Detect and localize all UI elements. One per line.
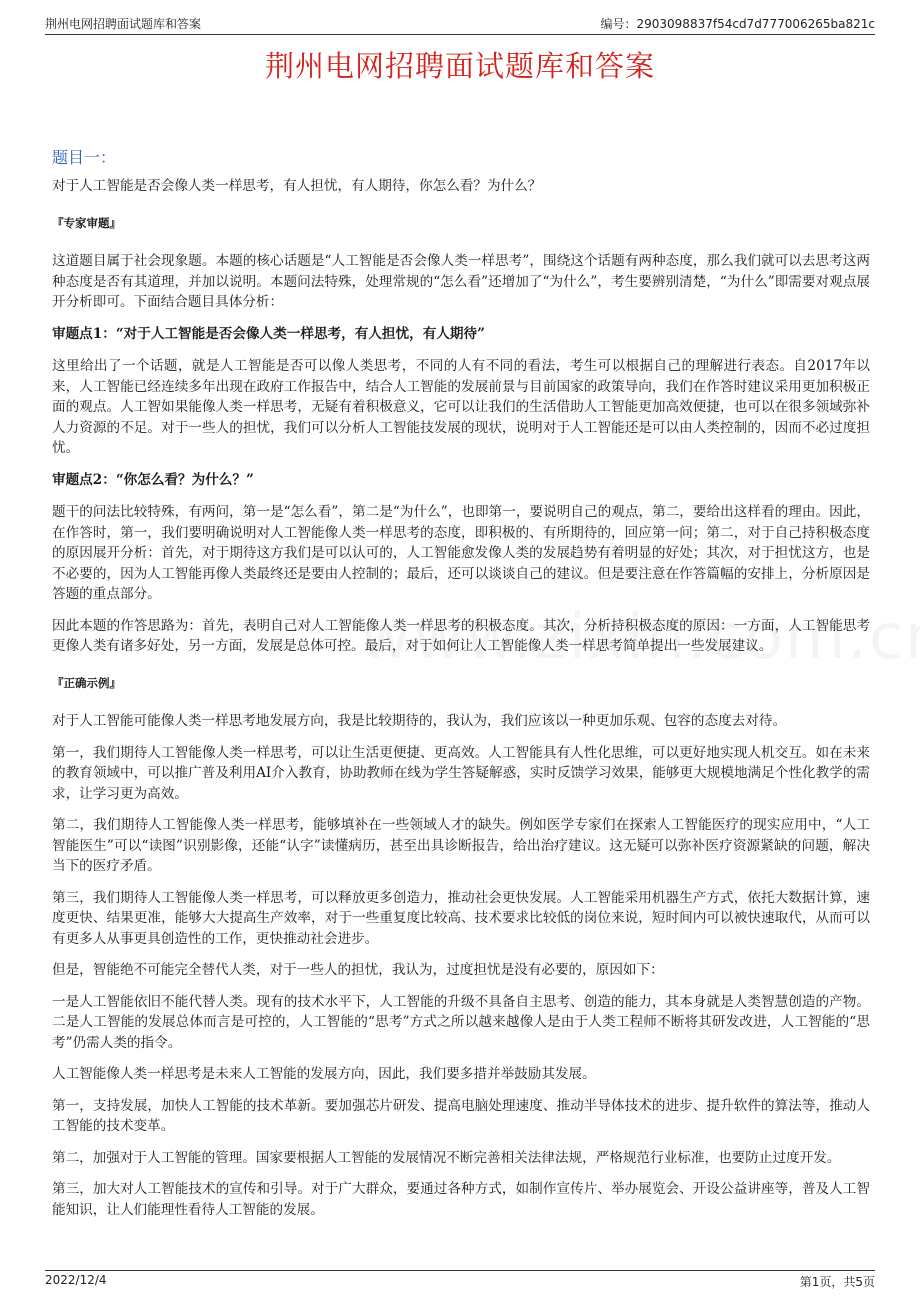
example-point-3: 第三，我们期待人工智能像人类一样思考，可以释放更多创造力，推动社会更快发展。人工智能采用机器生产方式，依托大数据计算，速度更快、结果更准，能够大大提高生产效率，对于一些重复度比较高、技术要求比较低的岗位来说，短时间内可以被快速取代，从而可以有更多人从事更具创造性的工作，更快推动社会进步。 [52, 889, 870, 947]
review-point-2-body: 题干的问法比较特殊，有两问，第一是“怎么看”，第二是“为什么”，也即第一，要说明自己的观点，第二，要给出这样看的理由。因此，在作答时，第一，我们要明确说明对人工智能像人类一样思考的态度，即积极的、有所期待的，回应第一问；第二，对于自己持积极态度的原因展开分析：首先，对于期待这方我们是可以认可的，人工智能愈发像人类的发展趋势有着明显的好处；其次，对于担忧这方，也是不必要的，因为人工智能再像人类最终还是要由人控制的；最后，还可以谈谈自己的建议。但是要注意在作答篇幅的安排上，分析原因是答题的重点部分。 [52, 504, 870, 602]
header-serial: 编号：2903098837f54cd7d777006265ba821c [600, 17, 875, 31]
page-header [45, 14, 875, 35]
review-point-2-title: 审题点2：“你怎么看？为什么？” [52, 471, 254, 488]
example-intro: 对于人工智能可能像人类一样思考地发展方向，我是比较期待的，我认为，我们应该以一种更加乐观、包容的态度去对待。 [52, 713, 787, 729]
page-footer [45, 1270, 875, 1291]
question-text: 对于人工智能是否会像人类一样思考，有人担忧，有人期待，你怎么看？为什么？ [52, 178, 542, 194]
example-future: 人工智能像人类一样思考是未来人工智能的发展方向，因此，我们要多措并举鼓励其发展。 [52, 1066, 596, 1082]
suggestion-2: 第二，加强对于人工智能的管理。国家要根据人工智能的发展情况不断完善相关法律法规，严格规范行业标准，也要防止过度开发。 [52, 1149, 841, 1166]
example-reasons: 一是人工智能依旧不能代替人类。现有的技术水平下，人工智能的升级不具备自主思考、创造的能力，其本身就是人类智慧创造的产物。二是人工智能的发展总体而言是可控的，人工智能的“思考”方式之所以越来越像人是由于人类工程师不断将其研发改进，人工智能的“思考”仍需人类的指令。 [52, 993, 870, 1051]
expert-intro-paragraph: 这道题目属于社会现象题。本题的核心话题是“人工智能是否会像人类一样思考”，围绕这个话题有两种态度，那么我们就可以去思考这两种态度是否有其道理，并加以说明。本题问法特殊，处理常规的“怎么看”还增加了“为什么”，考生要辨别清楚，“为什么”即需要对观点展开分析即可。下面结合题目具体分析： [52, 253, 870, 310]
review-point-1-body: 这里给出了一个话题，就是人工智能是否可以像人类思考，不同的人有不同的看法，考生可以根据自己的理解进行表态。自2017年以来，人工智能已经连续多年出现在政府工作报告中，结合人工智能的发展前景与目前国家的政策导向，我们在作答时建议采用更加积极正面的观点。人工智如果能像人类一样思考，无疑有着积极意义，它可以让我们的生活借助人工智能更加高效便捷，也可以在很多领域弥补人力资源的不足。对于一些人的担忧，我们可以分析人工智能技发展的现状，说明对于人工智能还是可以由人类控制的，因而不必过度担忧。 [52, 358, 870, 456]
example-point-2: 第二，我们期待人工智能像人类一样思考，能够填补在一些领域人才的缺失。例如医学专家们在探索人工智能医疗的现实应用中，“人工智能医生”可以“读图”识别影像，还能“认字”读懂病历，甚至出具诊断报告，给出治疗建议。这无疑可以弥补医疗资源紧缺的问题，解决当下的医疗矛盾。 [52, 817, 870, 874]
question-heading: 题目一： [52, 148, 117, 167]
document-body [52, 176, 870, 1231]
suggestion-1: 第一，支持发展，加快人工智能的技术革新。要加强芯片研发、提高电脑处理速度、推动半导体技术的进步、提升软件的算法等，推动人工智能的技术变革。 [52, 1097, 870, 1134]
correct-example-tag: 『正确示例』 [52, 675, 121, 690]
document-title: 荆州电网招聘面试题库和答案 [264, 49, 655, 83]
footer-date: 2022/12/4 [45, 1273, 107, 1287]
answer-approach-paragraph: 因此本题的作答思路为：首先，表明自己对人工智能像人类一样思考的积极态度。其次，分析持积极态度的原因：一方面，人工智能思考更像人类有诸多好处，另一方面，发展是总体可控。最后，对于如何让人工智能像人类一样思考简单提出一些发展建议。 [52, 617, 870, 654]
example-point-1: 第一，我们期待人工智能像人类一样思考，可以让生活更便捷、更高效。人工智能具有人性化思维，可以更好地实现人机交互。如在未来的教育领域中，可以推广普及利用AI介入教育，协助教师在线为学生答疑解惑，实时反馈学习效果，能够更大规模地满足个性化教学的需求，让学习更为高效。 [52, 744, 870, 802]
example-however: 但是，智能绝不可能完全替代人类，对于一些人的担忧，我认为，过度担忧是没有必要的，原因如下： [52, 962, 664, 978]
review-point-1-title: 审题点1：“对于人工智能是否会像人类一样思考，有人担忧，有人期待” [52, 325, 485, 342]
footer-page-number: 第1页，共5页 [799, 1275, 875, 1289]
suggestion-3: 第三，加大对人工智能技术的宣传和引导。对于广大群众，要通过各种方式，如制作宣传片、举办展览会、开设公益讲座等，普及人工智能知识，让人们能理性看待人工智能的发展。 [52, 1181, 870, 1218]
expert-review-tag: 『专家审题』 [52, 215, 121, 230]
header-doc-name: 荆州电网招聘面试题库和答案 [45, 17, 202, 31]
